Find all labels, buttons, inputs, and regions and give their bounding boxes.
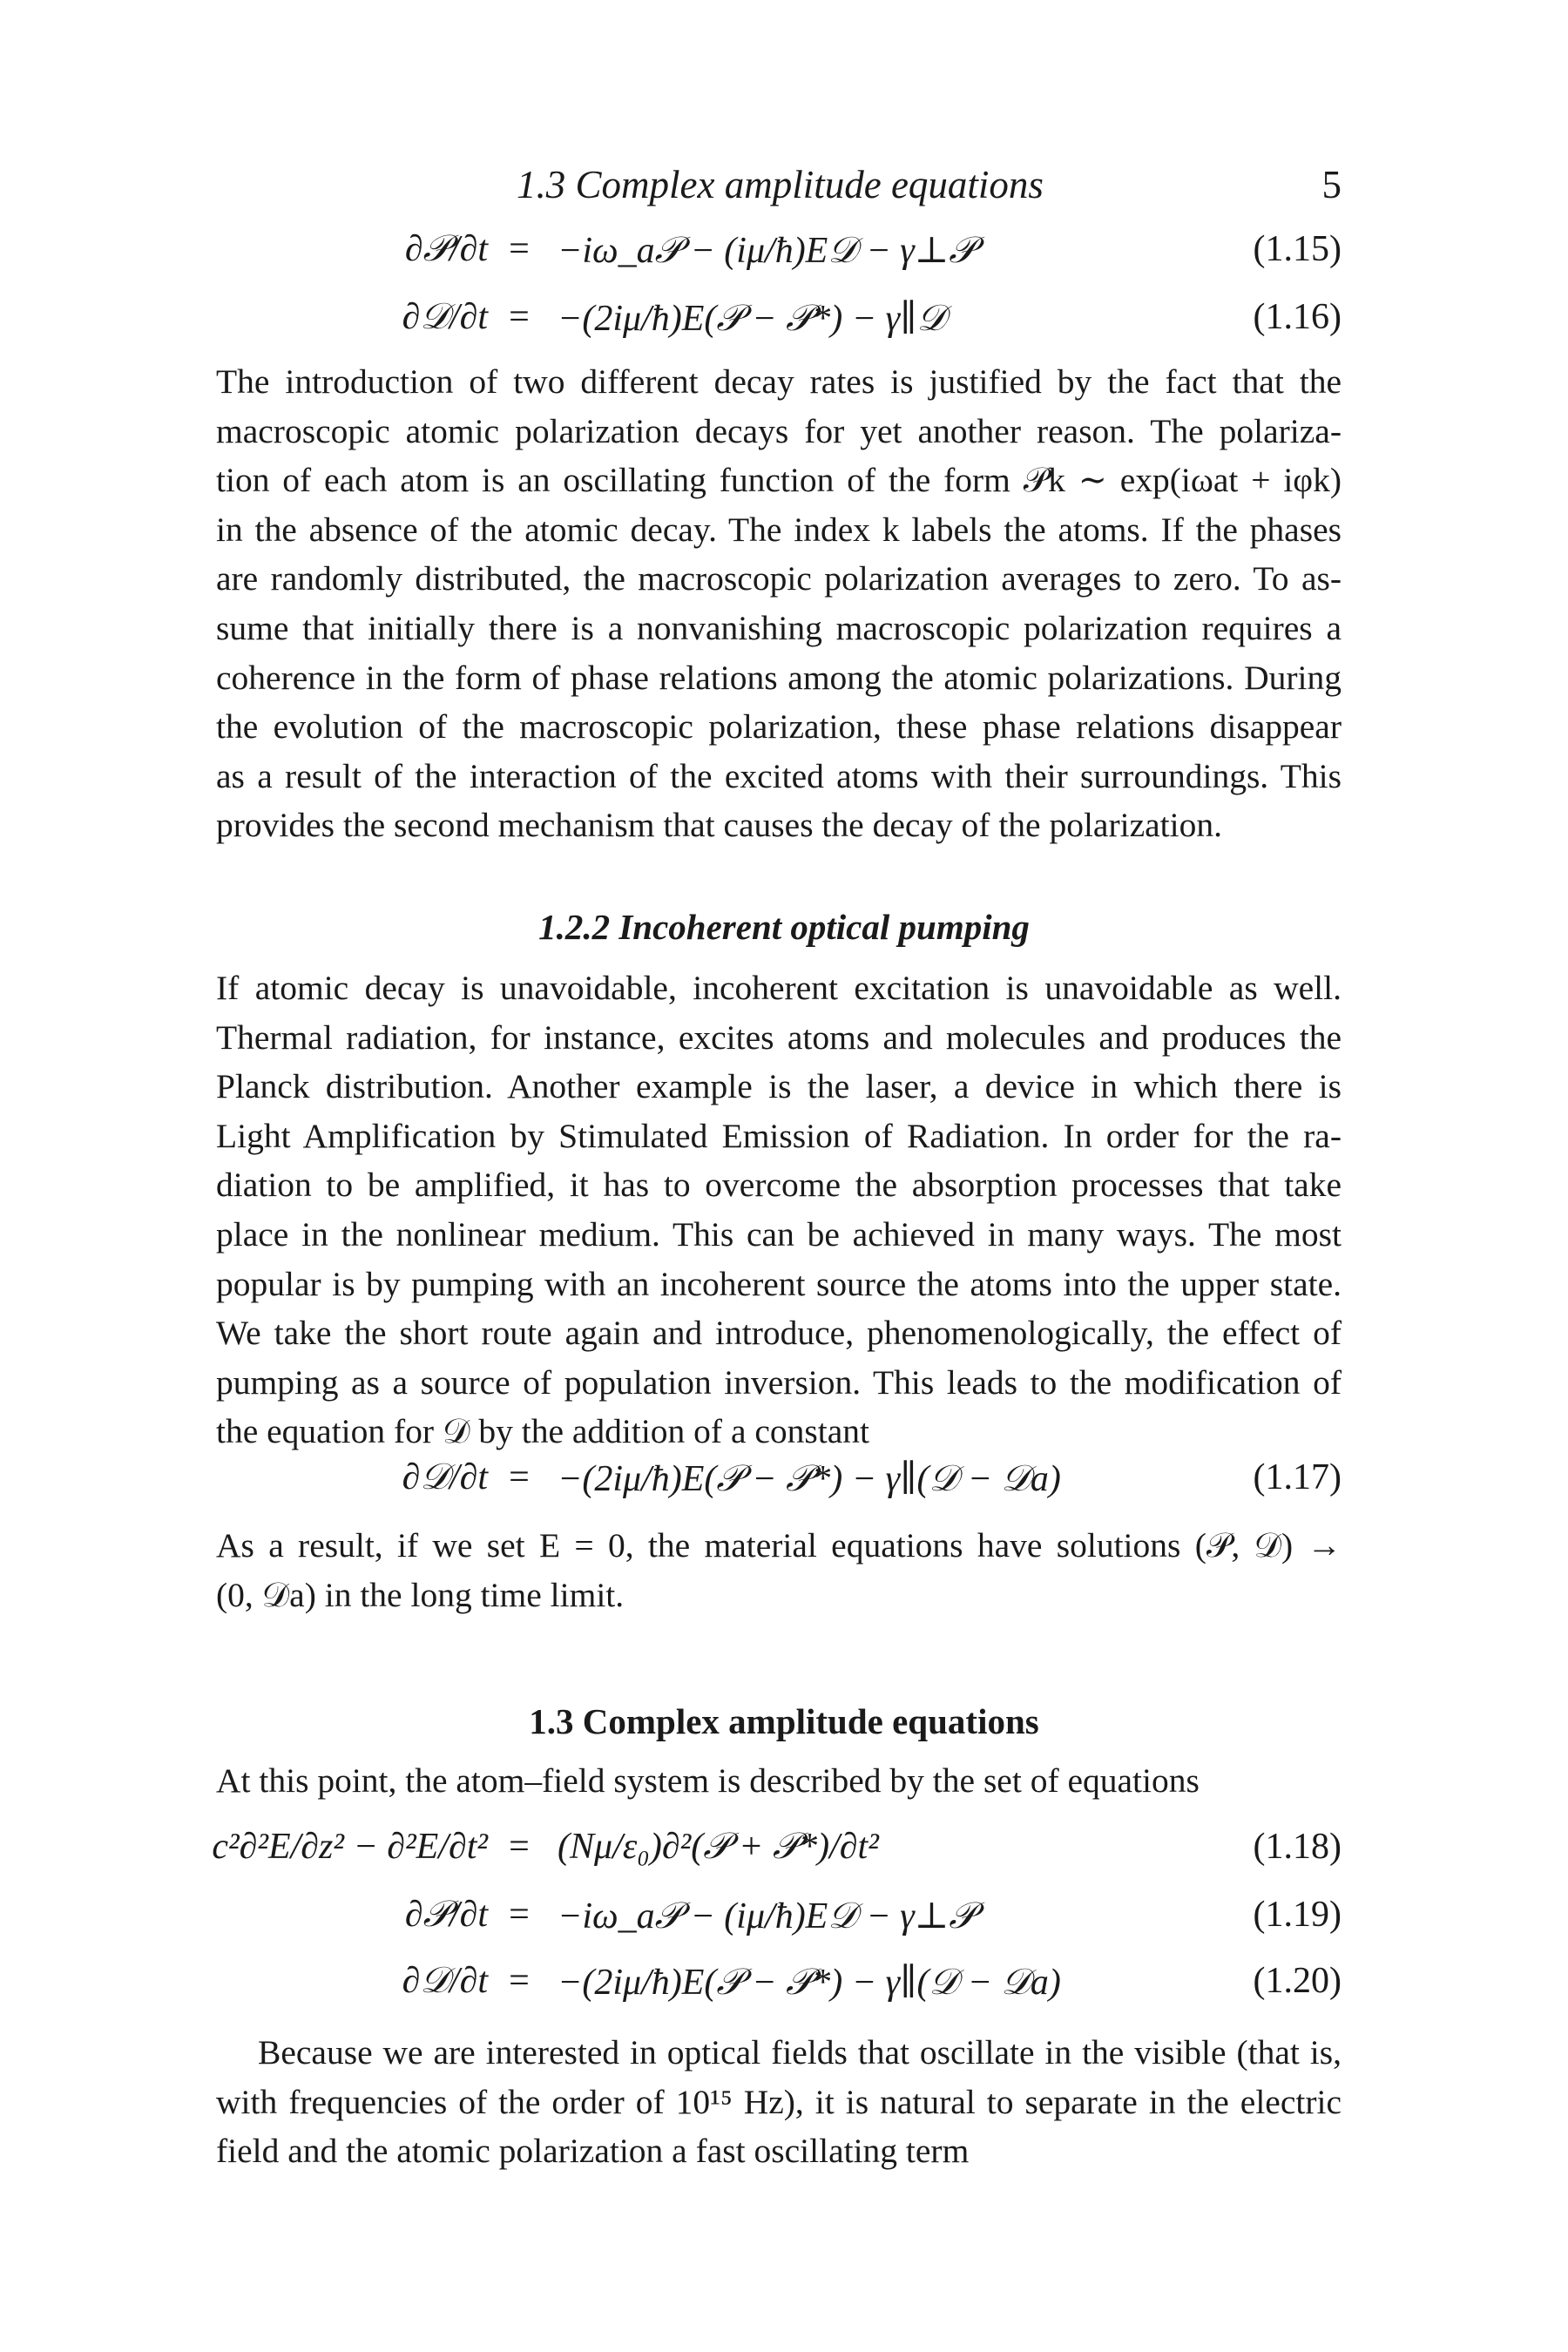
paragraph-solutions [216,1521,1342,1619]
text-line: tion of each atom is an oscillating function of the form 𝒫k ∼ exp(iωat + iφk) [216,461,1342,500]
equation-rhs: −(2iμ/ħ)E(𝒫 − 𝒫*) − γ∥(𝒟 − 𝒟a) [558,1963,1061,2003]
equation-lhs: c²∂²E/∂z² − ∂²E/∂t² [212,1827,488,1867]
subsection-heading: 1.2.2 Incoherent optical pumping [538,907,1030,947]
text-line: popular is by pumping with an incoherent source the atoms into the upper state. [216,1264,1342,1303]
text-line: as a result of the interaction of the excited atoms with their surroundings. This [216,756,1342,795]
text-line: Because we are interested in optical fields that oscillate in the visible (that is, [258,2033,1342,2072]
equation-number: (1.17) [1253,1457,1342,1497]
paragraph-optical-pumping [216,963,1342,1456]
equation-number: (1.16) [1253,297,1342,337]
equals-sign: = [509,1457,530,1497]
equation-rhs: (Nμ/ε₀)∂²(𝒫 + 𝒫*)/∂t² [558,1827,879,1867]
text-line: pumping as a source of population inversion. This leads to the modification of [216,1362,1342,1402]
text-line: sume that initially there is a nonvanishing macroscopic polarization requires a [216,608,1342,647]
running-head-title: 1.3 Complex amplitude equations [517,163,1044,206]
equals-sign: = [509,1827,530,1867]
text-line: At this point, the atom–field system is described by the set of equations [216,1761,1200,1800]
section-heading: 1.3 Complex amplitude equations [529,1701,1039,1741]
equation-1-15 [0,228,1568,277]
equation-1-16 [0,296,1568,345]
equation-lhs: ∂𝒫/∂t [404,229,488,269]
equation-number: (1.18) [1253,1827,1342,1867]
equation-number: (1.20) [1253,1961,1342,2001]
equation-lhs: ∂𝒟/∂t [402,1457,488,1497]
text-line: are randomly distributed, the macroscopic polarization averages to zero. To as- [216,559,1342,598]
text-line: We take the short route again and introduce, phenomenologically, the effect of [216,1314,1342,1353]
text-line: Thermal radiation, for instance, excites atoms and molecules and produces the [216,1017,1342,1057]
equation-rhs: −iω_a𝒫 − (iμ/ħ)E𝒟 − γ⊥𝒫 [558,1896,976,1936]
equation-lhs: ∂𝒫/∂t [404,1895,488,1935]
equation-1-17 [0,1456,1568,1505]
equation-1-19 [0,1894,1568,1943]
text-line: the evolution of the macroscopic polarization, these phase relations disappear [216,707,1342,747]
equation-rhs: −(2iμ/ħ)E(𝒫 − 𝒫*) − γ∥(𝒟 − 𝒟a) [558,1459,1061,1499]
equation-1-20 [0,1960,1568,2009]
equals-sign: = [509,297,530,337]
paragraph-optical-fields [216,2028,1342,2176]
paragraph-decay-rates [216,357,1342,850]
text-line: macroscopic atomic polarization decays for yet another reason. The polariza- [216,411,1342,450]
text-line: in the absence of the atomic decay. The index k labels the atoms. If the phases [216,510,1342,549]
text-line: As a result, if we set E = 0, the material equations have solutions (𝒫, 𝒟) → [216,1526,1342,1565]
text-line: diation to be amplified, it has to overcome the absorption processes that take [216,1166,1342,1205]
equation-1-18 [0,1826,1568,1875]
equation-lhs: ∂𝒟/∂t [402,297,488,337]
text-line: Light Amplification by Stimulated Emission of Radiation. In order for the ra- [216,1116,1342,1155]
text-line: (0, 𝒟a) in the long time limit. [216,1575,625,1614]
equation-rhs: −(2iμ/ħ)E(𝒫 − 𝒫*) − γ∥𝒟 [558,299,947,339]
text-line: The introduction of two different decay rates is justified by the fact that the [216,362,1342,401]
equals-sign: = [509,1961,530,2001]
equation-rhs: −iω_a𝒫 − (iμ/ħ)E𝒟 − γ⊥𝒫 [558,231,976,271]
text-line: coherence in the form of phase relations among the atomic polarizations. During [216,658,1342,697]
running-head [216,162,1342,211]
equation-number: (1.15) [1253,229,1342,269]
equals-sign: = [509,1895,530,1935]
text-line: Planck distribution. Another example is the laser, a device in which there is [216,1067,1342,1106]
page-number: 5 [1321,163,1342,206]
equation-number: (1.19) [1253,1895,1342,1935]
text-line: provides the second mechanism that causes the decay of the polarization. [216,806,1222,845]
equation-lhs: ∂𝒟/∂t [402,1961,488,2001]
text-line: field and the atomic polarization a fast oscillating term [216,2132,970,2171]
paragraph-system-intro [216,1756,1342,1806]
equals-sign: = [509,229,530,269]
text-line: place in the nonlinear medium. This can be achieved in many ways. The most [216,1214,1342,1254]
text-line: with frequencies of the order of 10¹⁵ Hz), it is natural to separate in the electric [216,2082,1342,2121]
text-line: If atomic decay is unavoidable, incoherent excitation is unavoidable as well. [216,969,1342,1007]
text-line: the equation for 𝒟 by the addition of a constant [216,1412,870,1451]
